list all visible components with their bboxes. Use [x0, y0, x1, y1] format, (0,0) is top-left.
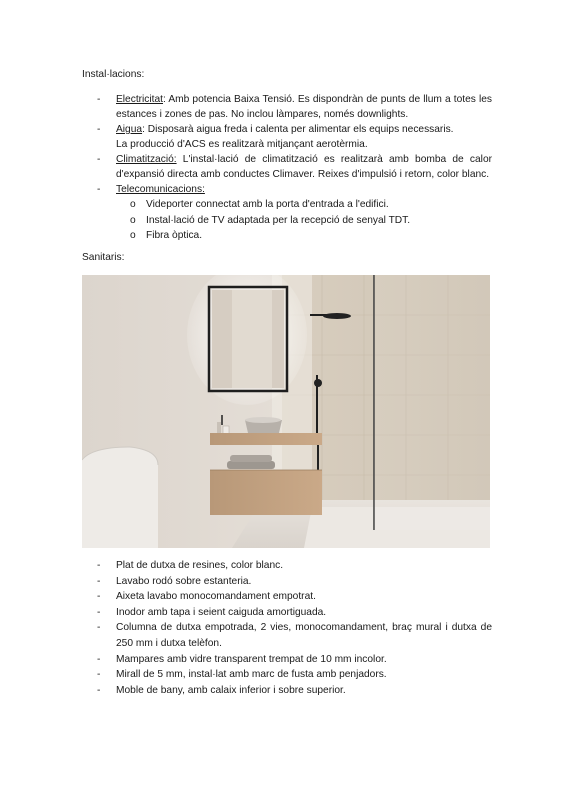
list-item: - Plat de dutxa de resines, color blanc. [97, 560, 284, 571]
electricity-label: Electricitat [116, 94, 163, 105]
sanitary-heading: Sanitaris: [82, 252, 125, 263]
telecom-sublist [116, 197, 492, 244]
sub-item: o Videporter connectat amb la porta d'entrada a l'edifici. [130, 199, 389, 210]
climate-label: Climatització: [116, 154, 177, 165]
installations-heading: Instal·lacions: [82, 69, 145, 80]
list-item: - Lavabo rodó sobre estanteria. [97, 575, 252, 587]
sub-item: o Instal·lació de TV adaptada per la recepció de senyal TDT. [130, 214, 411, 226]
list-item: - Aixeta lavabo monocomandament empotrat. [97, 591, 316, 603]
bathroom-photo [82, 275, 490, 548]
sub-item: o Fibra òptica. [130, 230, 203, 241]
electricity-text: : Amb potencia Baixa Tensió. Es dispondràn de punts de llum a totes les estances i zones de pas. No inclou làmpares, només downlights. [116, 94, 492, 120]
list-item: - Moble de bany, amb calaix inferior i sobre superior. [97, 684, 346, 696]
list-item-electricity: - Electricitat: Amb potencia Baixa Tensió. Es dispondràn de punts de llum a totes les estances i zones de pas. No inclou làmpares, només downlights. [97, 94, 492, 120]
list-item-climate: - Climatització: L'instal·lació de climatització es realitzarà amb bomba de calor d'expansió directa amb conductes Climaver. Reixes d'impulsió i retorn, color blanc. [97, 154, 492, 180]
list-item: - Mirall de 5 mm, instal·lat amb marc de fusta amb penjadors. [97, 669, 387, 681]
list-item-water: - Aigua: Disposarà aigua freda i calenta per alimentar els equips necessaris. La producció d'ACS es realitzarà mitjançant aerotèrmia. [97, 124, 454, 150]
water-text: : Disposarà aigua freda i calenta per alimentar els equips necessaris. [142, 124, 454, 135]
bathroom-illustration [82, 275, 490, 548]
list-item: - Mampares amb vidre transparent trempat de 10 mm incolor. [97, 653, 387, 665]
list-item: - Inodor amb tapa i seient caiguda amortiguada. [97, 606, 327, 618]
climate-text: L'instal·lació de climatització es realitzarà amb bomba de calor d'expansió directa amb conductes Climaver. Reixes d'impulsió i retorn, color blanc. [116, 154, 492, 180]
sanitary-list [82, 558, 492, 698]
water-text-line2: La producció d'ACS es realitzarà mitjançant aerotèrmia. [116, 139, 368, 150]
list-item-telecom: - Telecomunicacions: o Videporter connectat amb la porta d'entrada a l'edifici. o Instal·lació de TV adaptada per la recepció de senyal TDT. o Fibra òptica. [82, 182, 492, 244]
telecom-label: Telecomunicacions: [116, 184, 205, 195]
list-item: - Columna de dutxa empotrada, 2 vies, monocomandament, braç mural i dutxa de 250 mm i dutxa telèfon. [97, 622, 492, 649]
installations-list [82, 92, 492, 244]
water-label: Aigua [116, 124, 143, 135]
